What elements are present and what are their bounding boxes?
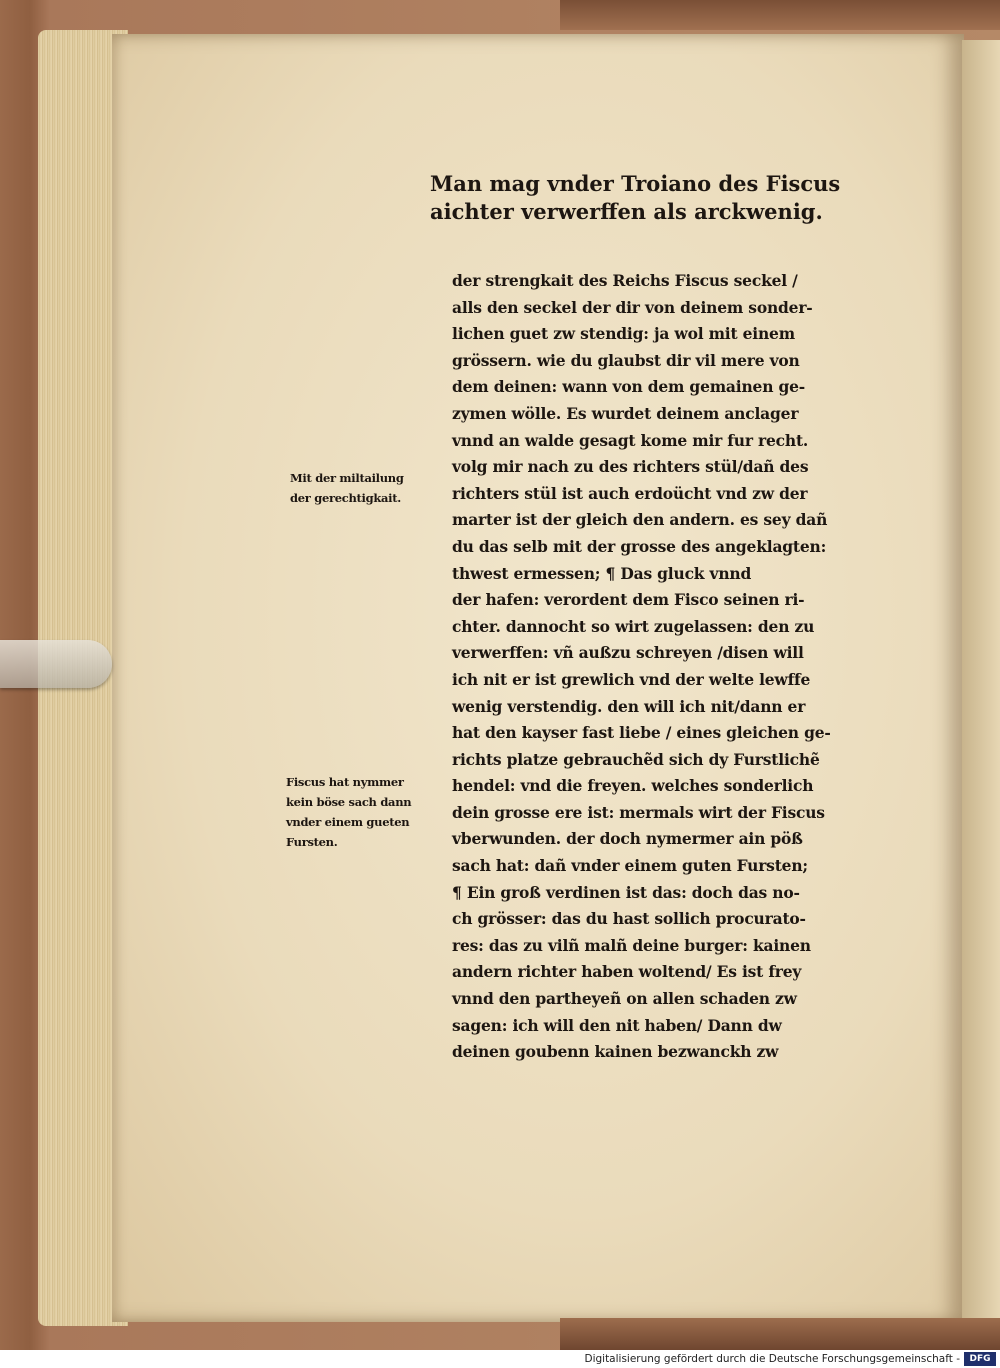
page-clip <box>0 640 112 688</box>
body-line: marter ist der gleich den andern. es sey dañ <box>452 510 828 530</box>
body-line: grössern. wie du glaubst dir vil mere von <box>452 350 800 370</box>
funding-credit: Digitalisierung gefördert durch die Deutsche Forschungsgemeinschaft - <box>584 1353 960 1365</box>
body-line: der strengkait des Reichs Fiscus seckel / <box>452 271 798 290</box>
heading-line: aichter verwerffen als arckwenig. <box>430 199 823 224</box>
margin-note-line: kein böse sach dann <box>286 795 412 809</box>
body-line: verwerffen: vñ außzu schreyen /disen will <box>452 643 804 663</box>
body-line: ich nit er ist grewlich vnd der welte lewffe <box>452 669 811 689</box>
body-line: vnnd an walde gesagt kome mir fur recht. <box>452 430 809 450</box>
body-line: andern richter haben woltend/ Es ist frey <box>452 962 802 982</box>
cover-board-bottom <box>560 1318 1000 1350</box>
body-line: der hafen: verordent dem Fisco seinen ri- <box>452 590 805 610</box>
heading-line: Man mag vnder Troiano des Fiscus <box>430 171 841 196</box>
margin-note-line: der gerechtigkait. <box>290 491 401 505</box>
body-line: ¶ Ein groß verdinen ist das: doch das no- <box>452 882 800 902</box>
margin-note-line: Mit der miltailung <box>290 471 404 485</box>
margin-note-line: Fiscus hat nymmer <box>286 775 404 789</box>
body-line: deinen goubenn kainen bezwanckh zw <box>452 1042 779 1062</box>
body-line: sagen: ich will den nit haben/ Dann dw <box>452 1015 782 1035</box>
margin-note-line: Fursten. <box>286 835 338 849</box>
margin-note-line: vnder einem gueten <box>286 815 410 829</box>
body-line: chter. dannocht so wirt zugelassen: den zu <box>452 616 815 636</box>
body-line: volg mir nach zu des richters stül/dañ des <box>452 457 809 477</box>
cover-board-top <box>560 0 1000 30</box>
body-line: thwest ermessen; ¶ Das gluck vnnd <box>452 563 752 583</box>
body-line: dem deinen: wann von dem gemainen ge- <box>452 377 805 397</box>
body-line: richters stül ist auch erdoücht vnd zw der <box>452 483 808 503</box>
body-line: hat den kayser fast liebe / eines gleichen ge- <box>452 723 831 743</box>
body-line: lichen guet zw stendig: ja wol mit einem <box>452 324 795 344</box>
body-line: hendel: vnd die freyen. welches sonderlich <box>452 776 814 796</box>
body-text <box>452 268 832 1066</box>
facing-page-edge <box>962 40 1000 1318</box>
body-line: alls den seckel der dir von deinem sonder- <box>452 297 813 317</box>
dfg-logo: DFG <box>964 1352 996 1366</box>
body-line: dein grosse ere ist: mermals wirt der Fiscus <box>452 802 825 822</box>
margin-note <box>286 772 411 852</box>
body-line: res: das zu vilñ malñ deine burger: kainen <box>452 935 811 955</box>
body-line: vberwunden. der doch nymermer ain pöß <box>452 829 803 849</box>
body-line: sach hat: dañ vnder einem guten Fursten; <box>452 856 808 876</box>
body-line: richts platze gebrauchẽd sich dy Furstlichẽ <box>452 749 820 769</box>
body-line: du das selb mit der grosse des angeklagten: <box>452 536 827 556</box>
margin-note <box>290 468 404 508</box>
body-line: ch grösser: das du hast sollich procurato- <box>452 909 806 929</box>
body-line: wenig verstendig. den will ich nit/dann er <box>452 696 806 716</box>
body-line: zymen wölle. Es wurdet deinem anclager <box>452 403 799 423</box>
body-line: vnnd den partheyeñ on allen schaden zw <box>452 989 797 1009</box>
page-heading <box>430 170 841 226</box>
